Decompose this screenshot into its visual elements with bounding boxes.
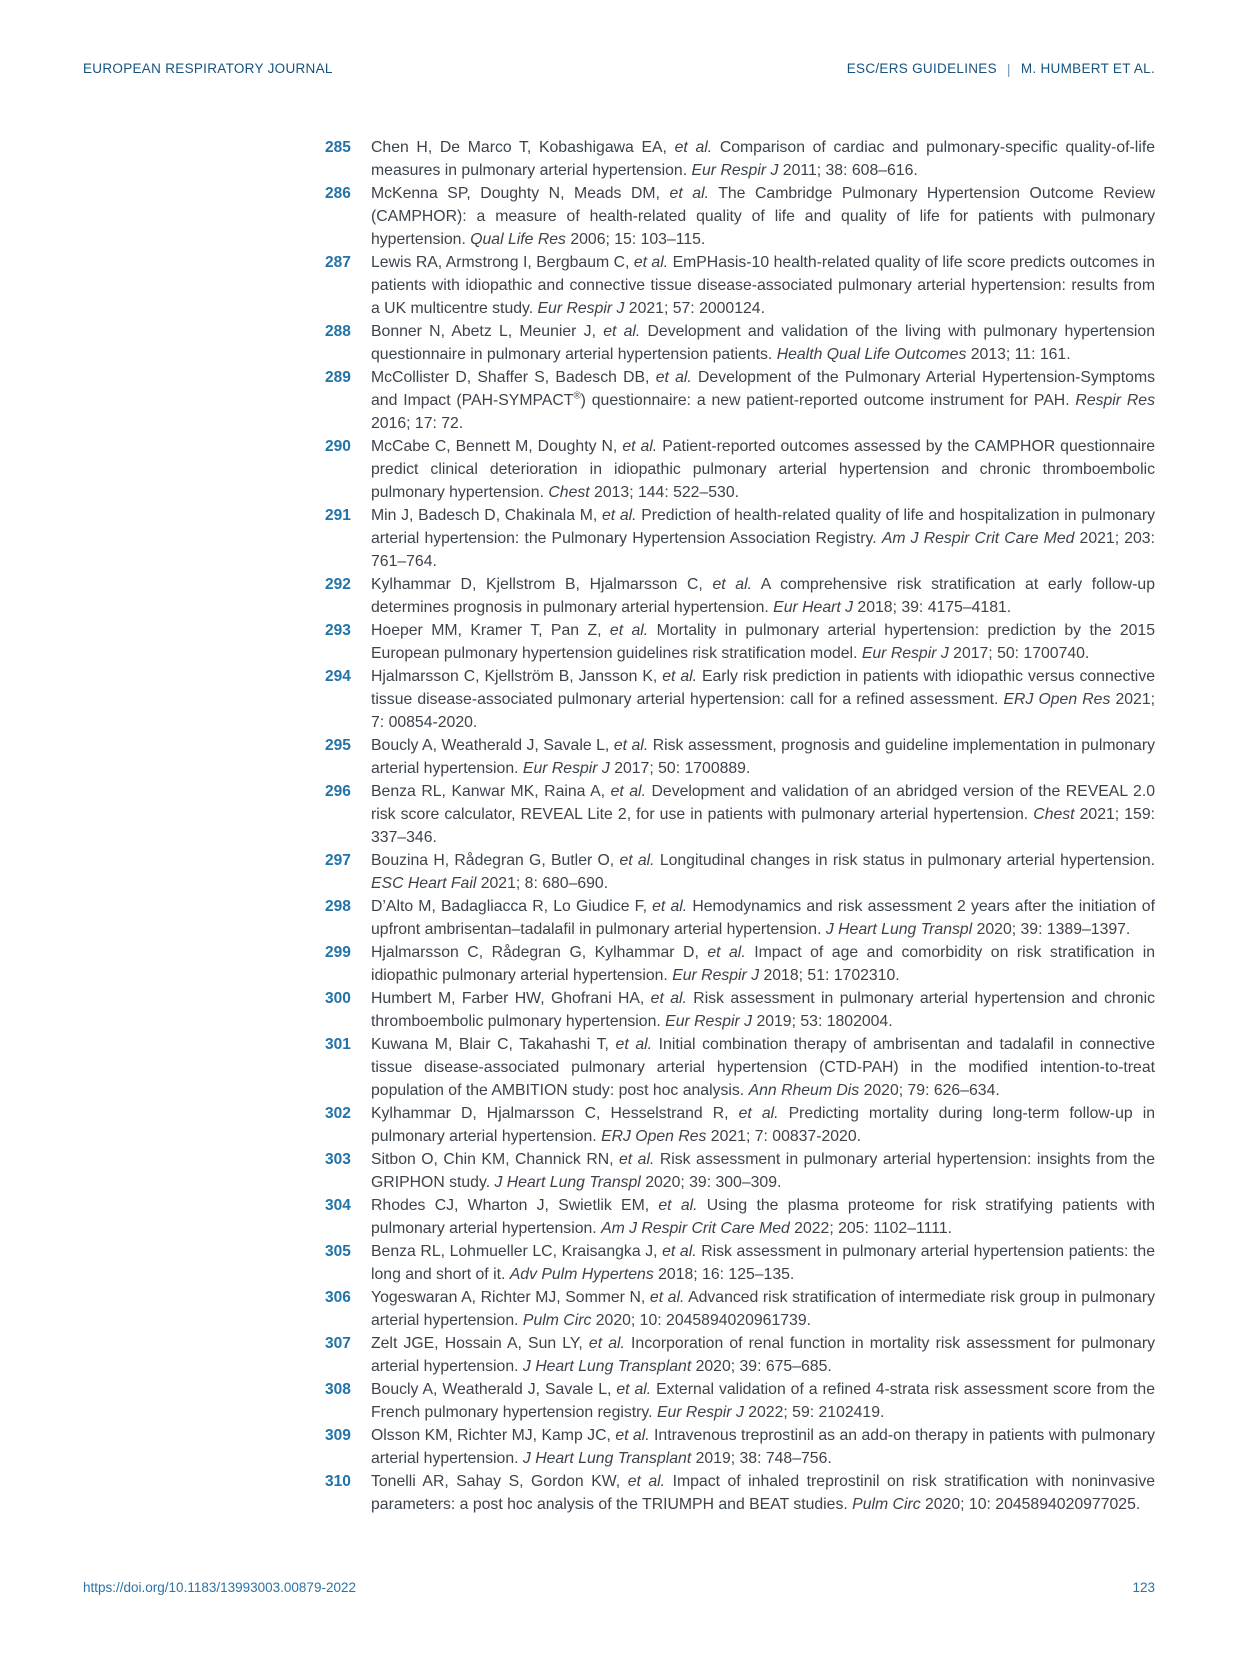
reference-text: McKenna SP, Doughty N, Meads DM, et al. The Cambridge Pulmonary Hypertension Outcome Review (CAMPHOR): a measure of health-related quality of life and quality of life for patients with pulmonary hypertension. Qual Life Res 2006; 15: 103–115. — [371, 185, 1156, 248]
reference-item — [325, 136, 1155, 182]
doi-link[interactable]: https://doi.org/10.1183/13993003.00879-2022 — [83, 1580, 356, 1595]
page-footer — [83, 1580, 1155, 1595]
reference-item — [325, 320, 1155, 366]
reference-text: Boucly A, Weatherald J, Savale L, et al. External validation of a refined 4-strata risk assessment score from the French pulmonary hypertension registry. Eur Respir J 2022; 59: 2102419. — [371, 1381, 1155, 1421]
reference-item — [325, 941, 1155, 987]
reference-item — [325, 251, 1155, 320]
page-header — [83, 60, 1155, 76]
reference-text: Hoeper MM, Kramer T, Pan Z, et al. Mortality in pulmonary arterial hypertension: prediction by the 2015 European pulmonary hypertension guidelines risk stratification model. Eur Respir J 2017; 50: 1700740. — [371, 622, 1155, 662]
reference-text: Tonelli AR, Sahay S, Gordon KW, et al. Impact of inhaled treprostinil on risk stratification with noninvasive parameters: a post hoc analysis of the TRIUMPH and BEAT studies. Pulm Circ 2020; 10: 2045894020977025. — [371, 1473, 1155, 1513]
reference-text: Hjalmarsson C, Rådegran G, Kylhammar D, et al. Impact of age and comorbidity on risk stratification in idiopathic pulmonary arterial hypertension. Eur Respir J 2018; 51: 1702310. — [371, 944, 1156, 984]
header-separator: | — [1006, 61, 1011, 77]
reference-number: 300 — [325, 990, 351, 1007]
authors-label: M. HUMBERT ET AL. — [1020, 61, 1155, 76]
reference-text: Kuwana M, Blair C, Takahashi T, et al. Initial combination therapy of ambrisentan and tadalafil in connective tissue disease-associated pulmonary arterial hypertension (CTD-PAH) in the modified intention-to-treat population of the AMBITION study: post hoc analysis. Ann Rheum Dis 2020; 79: 626–634. — [371, 1036, 1155, 1099]
reference-number: 298 — [325, 898, 351, 915]
reference-item — [325, 435, 1155, 504]
reference-number: 307 — [325, 1335, 351, 1352]
reference-item — [325, 1470, 1155, 1516]
reference-number: 302 — [325, 1105, 351, 1122]
reference-number: 304 — [325, 1197, 351, 1214]
reference-text: McCollister D, Shaffer S, Badesch DB, et al. Development of the Pulmonary Arterial Hypertension-Symptoms and Impact (PAH-SYMPACT®) questionnaire: a new patient-reported outcome instrument for PAH. Respir Res 2016; 17: 72. — [371, 369, 1155, 432]
reference-text: Kylhammar D, Kjellstrom B, Hjalmarsson C, et al. A comprehensive risk stratification at early follow-up determines prognosis in pulmonary arterial hypertension. Eur Heart J 2018; 39: 4175–4181. — [371, 576, 1155, 616]
reference-text: Humbert M, Farber HW, Ghofrani HA, et al. Risk assessment in pulmonary arterial hypertension and chronic thromboembolic pulmonary hypertension. Eur Respir J 2019; 53: 1802004. — [371, 990, 1156, 1030]
reference-number: 290 — [325, 438, 351, 455]
reference-item — [325, 504, 1155, 573]
reference-item — [325, 573, 1155, 619]
reference-item — [325, 1424, 1155, 1470]
reference-item — [325, 665, 1155, 734]
references-list — [325, 136, 1155, 1516]
reference-item — [325, 366, 1155, 435]
reference-item — [325, 1148, 1155, 1194]
reference-number: 285 — [325, 139, 351, 156]
page-number: 123 — [1132, 1580, 1155, 1595]
reference-number: 291 — [325, 507, 351, 524]
reference-text: Min J, Badesch D, Chakinala M, et al. Prediction of health-related quality of life and hospitalization in pulmonary arterial hypertension: the Pulmonary Hypertension Association Registry. Am J Respir Crit Care Med 2021; 203: 761–764. — [371, 507, 1156, 570]
reference-text: D’Alto M, Badagliacca R, Lo Giudice F, et al. Hemodynamics and risk assessment 2 years after the initiation of upfront ambrisentan–tadalafil in pulmonary arterial hypertension. J Heart Lung Transpl 2020; 39: 1389–1397. — [371, 898, 1155, 938]
reference-text: Bouzina H, Rådegran G, Butler O, et al. Longitudinal changes in risk status in pulmonary arterial hypertension. ESC Heart Fail 2021; 8: 680–690. — [371, 852, 1155, 892]
reference-item — [325, 734, 1155, 780]
reference-item — [325, 1194, 1155, 1240]
reference-item — [325, 1286, 1155, 1332]
reference-number: 305 — [325, 1243, 351, 1260]
reference-text: Bonner N, Abetz L, Meunier J, et al. Development and validation of the living with pulmonary hypertension questionnaire in pulmonary arterial hypertension patients. Health Qual Life Outcomes 2013; 11: 161. — [371, 323, 1155, 363]
reference-number: 296 — [325, 783, 351, 800]
reference-number: 310 — [325, 1473, 351, 1490]
reference-text: Boucly A, Weatherald J, Savale L, et al. Risk assessment, prognosis and guideline implementation in pulmonary arterial hypertension. Eur Respir J 2017; 50: 1700889. — [371, 737, 1156, 777]
reference-item — [325, 987, 1155, 1033]
journal-title: EUROPEAN RESPIRATORY JOURNAL — [83, 61, 333, 76]
reference-number: 309 — [325, 1427, 351, 1444]
reference-number: 288 — [325, 323, 351, 340]
reference-item — [325, 1033, 1155, 1102]
running-head — [847, 60, 1155, 76]
reference-item — [325, 619, 1155, 665]
reference-text: Kylhammar D, Hjalmarsson C, Hesselstrand R, et al. Predicting mortality during long-term follow-up in pulmonary arterial hypertension. ERJ Open Res 2021; 7: 00837-2020. — [371, 1105, 1155, 1145]
reference-number: 308 — [325, 1381, 351, 1398]
reference-text: Sitbon O, Chin KM, Channick RN, et al. Risk assessment in pulmonary arterial hypertension: insights from the GRIPHON study. J Heart Lung Transpl 2020; 39: 300–309. — [371, 1151, 1156, 1191]
reference-item — [325, 1378, 1155, 1424]
reference-text: McCabe C, Bennett M, Doughty N, et al. Patient-reported outcomes assessed by the CAMPHOR questionnaire predict clinical deterioration in idiopathic pulmonary arterial hypertension and chronic thromboembolic pulmonary hypertension. Chest 2013; 144: 522–530. — [371, 438, 1156, 501]
reference-text: Lewis RA, Armstrong I, Bergbaum C, et al. EmPHasis-10 health-related quality of life score predicts outcomes in patients with idiopathic and connective tissue disease-associated pulmonary arterial hypertension: results from a UK multicentre study. Eur Respir J 2021; 57: 2000124. — [371, 254, 1156, 317]
reference-number: 303 — [325, 1151, 351, 1168]
reference-text: Zelt JGE, Hossain A, Sun LY, et al. Incorporation of renal function in mortality risk assessment for pulmonary arterial hypertension. J Heart Lung Transplant 2020; 39: 675–685. — [371, 1335, 1155, 1375]
reference-item — [325, 1332, 1155, 1378]
reference-number: 289 — [325, 369, 351, 386]
reference-item — [325, 780, 1155, 849]
reference-number: 295 — [325, 737, 351, 754]
reference-item — [325, 895, 1155, 941]
reference-item — [325, 182, 1155, 251]
reference-number: 287 — [325, 254, 351, 271]
section-label: ESC/ERS GUIDELINES — [846, 61, 997, 76]
reference-item — [325, 1102, 1155, 1148]
reference-number: 301 — [325, 1036, 351, 1053]
reference-number: 294 — [325, 668, 351, 685]
reference-item — [325, 1240, 1155, 1286]
reference-text: Chen H, De Marco T, Kobashigawa EA, et al. Comparison of cardiac and pulmonary-specific quality-of-life measures in pulmonary arterial hypertension. Eur Respir J 2011; 38: 608–616. — [371, 139, 1156, 179]
reference-number: 293 — [325, 622, 351, 639]
reference-text: Olsson KM, Richter MJ, Kamp JC, et al. Intravenous treprostinil as an add-on therapy in patients with pulmonary arterial hypertension. J Heart Lung Transplant 2019; 38: 748–756. — [371, 1427, 1155, 1467]
reference-text: Benza RL, Kanwar MK, Raina A, et al. Development and validation of an abridged version of the REVEAL 2.0 risk score calculator, REVEAL Lite 2, for use in patients with pulmonary arterial hypertension. Chest 2021; 159: 337–346. — [371, 783, 1156, 846]
reference-number: 297 — [325, 852, 351, 869]
reference-number: 286 — [325, 185, 351, 202]
reference-number: 292 — [325, 576, 351, 593]
reference-number: 299 — [325, 944, 351, 961]
reference-text: Rhodes CJ, Wharton J, Swietlik EM, et al. Using the plasma proteome for risk stratifying patients with pulmonary arterial hypertension. Am J Respir Crit Care Med 2022; 205: 1102–1111. — [371, 1197, 1155, 1237]
reference-text: Hjalmarsson C, Kjellström B, Jansson K, et al. Early risk prediction in patients with idiopathic versus connective tissue disease-associated pulmonary arterial hypertension: call for a refined assessment. ERJ Open Res 2021; 7: 00854-2020. — [371, 668, 1156, 731]
reference-number: 306 — [325, 1289, 351, 1306]
reference-text: Benza RL, Lohmueller LC, Kraisangka J, et al. Risk assessment in pulmonary arterial hypertension patients: the long and short of it. Adv Pulm Hypertens 2018; 16: 125–135. — [371, 1243, 1156, 1283]
reference-item — [325, 849, 1155, 895]
reference-text: Yogeswaran A, Richter MJ, Sommer N, et al. Advanced risk stratification of intermediate risk group in pulmonary arterial hypertension. Pulm Circ 2020; 10: 2045894020961739. — [371, 1289, 1155, 1329]
